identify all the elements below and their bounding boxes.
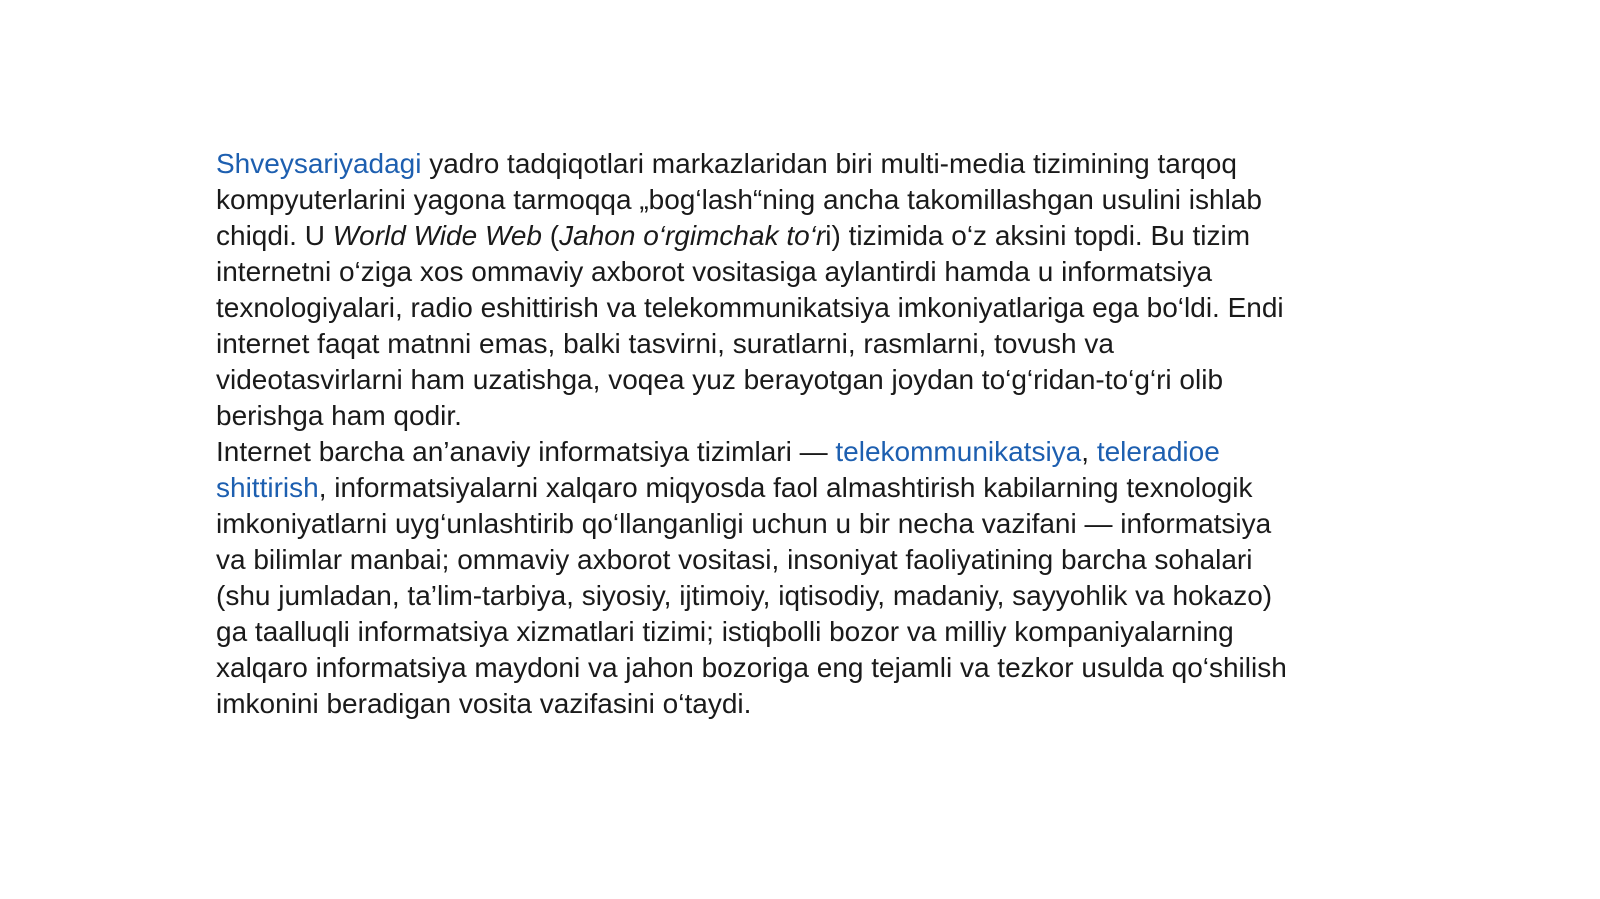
paragraph-2-text-b: , bbox=[1081, 436, 1097, 467]
link-teleradioeshittirish[interactable]: teleradioe shittirish bbox=[216, 436, 1220, 503]
italic-jahon-orgimchak-tor: Jahon o‘rgimchak to‘r bbox=[559, 220, 826, 251]
italic-world-wide-web: World Wide Web bbox=[332, 220, 543, 251]
paragraph-2-text-c: , informatsiyalarni xalqaro miqyosda faol almashtirish kabilarning texnologik imkoniyatlarni uyg‘unlashtirib qo‘llanganligi uchun u bir necha vazifani — informatsiya va bilimlar manbai; ommaviy axborot vositasi, insoniyat faoliyatining barcha sohalari (shu jumladan, ta’lim-tarbiya, siyosiy, ijtimoiy, iqtisodiy, madaniy, sayyohlik va hokazo) ga taalluqli informatsiya xizmatlari tizimi; istiqbolli bozor va milliy kompaniyalarning xalqaro informatsiya maydoni va jahon bozoriga eng tejamli va tezkor usulda qo‘shilish imkonini beradigan vosita vazifasini o‘taydi. bbox=[216, 472, 1287, 719]
paragraph-2 bbox=[216, 434, 1306, 722]
paragraph-1-text-b: ( bbox=[542, 220, 560, 251]
paragraph-1-text-a: yadro tadqiqotlari markazlaridan biri multi-media tizimining tarqoq kompyuterlarini yagona tarmoqqa „bog‘lash“ning ancha takomillashgan usulini ishlab chiqdi. U bbox=[216, 148, 1262, 251]
paragraph-1-text-c: i) tizimida o‘z aksini topdi. Bu tizim internetni o‘ziga xos ommaviy axborot vositasiga aylantirdi hamda u informatsiya texnologiyalari, radio eshittirish va telekommunikatsiya imkoniyatlariga ega bo‘ldi. Endi internet faqat matnni emas, balki tasvirni, suratlarni, rasmlarni, tovush va videotasvirlarni ham uzatishga, voqea yuz berayotgan joydan to‘g‘ridan-to‘g‘ri olib berishga ham qodir. bbox=[216, 220, 1284, 431]
link-shveysariyadagi[interactable]: Shveysariyadagi bbox=[216, 148, 422, 179]
link-telekommunikatsiya[interactable]: telekommunikatsiya bbox=[835, 436, 1082, 467]
paragraph-1 bbox=[216, 146, 1306, 434]
paragraph-2-text-a: Internet barcha an’anaviy informatsiya tizimlari — bbox=[216, 436, 836, 467]
text-block bbox=[216, 146, 1306, 722]
